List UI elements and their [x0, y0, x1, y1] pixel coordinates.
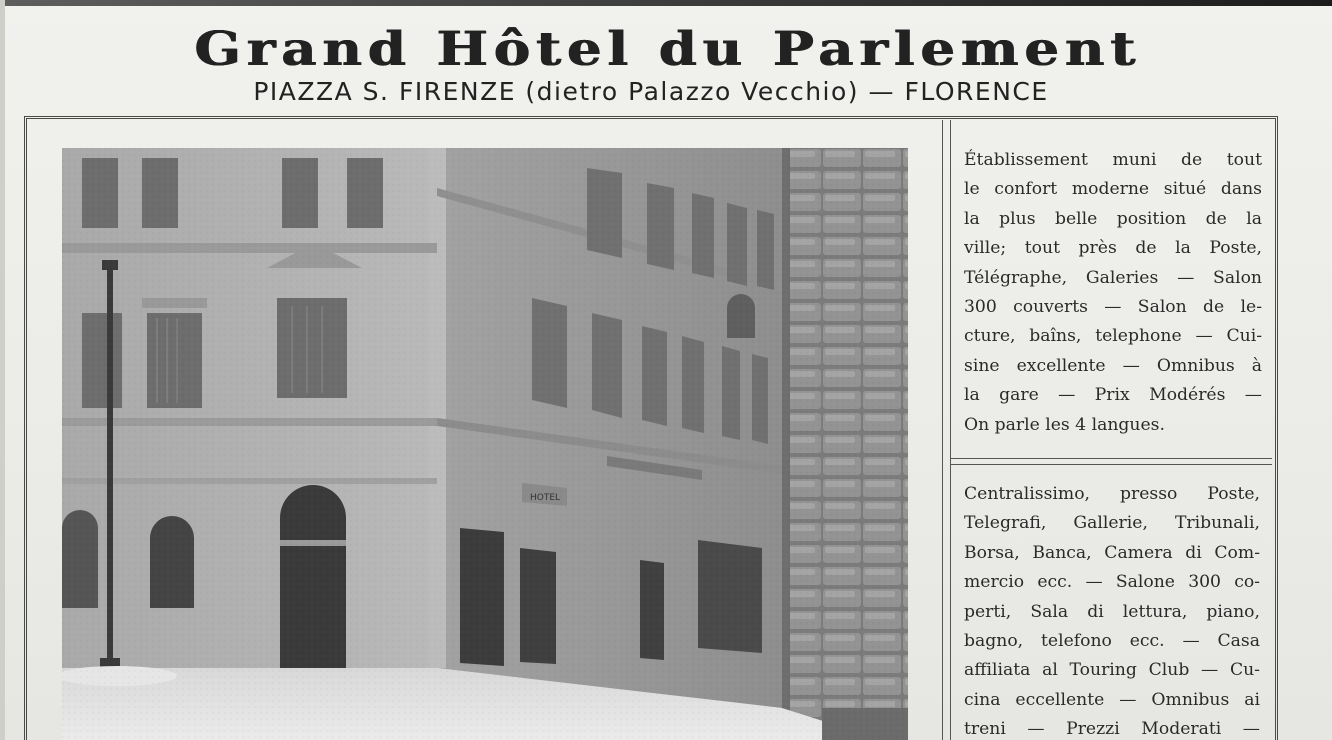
description-it-line: Telegrafi, Gallerie, Tribunali,	[964, 513, 1260, 534]
description-fr-line: On parle les 4 langues.	[964, 414, 1165, 435]
hotel-building-photo	[62, 148, 908, 740]
description-fr-line: sine excellente — Omnibus à	[964, 355, 1262, 376]
description-fr-line: cture, baîns, telephone — Cui-	[964, 326, 1262, 347]
description-it-line: Borsa, Banca, Camera di Com-	[964, 542, 1260, 563]
description-it-line: bagno, telefono ecc. — Casa	[964, 631, 1260, 652]
column-divider-horizontal	[950, 458, 1272, 465]
description-it-line: treni — Prezzi Moderati —	[964, 719, 1260, 740]
description-it-line: perti, Sala di lettura, piano,	[964, 601, 1260, 622]
description-it-line: Centralissimo, presso Poste,	[964, 484, 1260, 504]
description-it-line: cina eccellente — Omnibus ai	[964, 689, 1260, 710]
description-french	[952, 146, 1274, 440]
description-it-line: affiliata al Touring Club — Cu-	[964, 660, 1260, 681]
hotel-address: PIAZZA S. FIRENZE (dietro Palazzo Vecchio) — FLORENCE	[253, 77, 1049, 106]
scan-top-edge	[0, 0, 1332, 6]
description-fr-line: Télégraphe, Galeries — Salon	[964, 267, 1262, 288]
description-fr-line: ville; tout près de la Poste,	[964, 238, 1262, 259]
description-fr-line: Établissement muni de tout	[964, 150, 1262, 170]
scan-left-edge	[0, 0, 5, 740]
description-it-line: mercio ecc. — Salone 300 co-	[964, 572, 1260, 593]
description-fr-line: la plus belle position de la	[964, 208, 1262, 229]
description-fr-line: le confort moderne situé dans	[964, 179, 1262, 200]
description-fr-line: la gare — Prix Modérés —	[964, 385, 1262, 406]
description-italian	[952, 480, 1274, 740]
hotel-name-title: Grand Hôtel du Parlement	[194, 22, 1142, 77]
description-fr-line: 300 couverts — Salon de le-	[964, 297, 1262, 318]
column-divider-vertical	[942, 120, 951, 740]
masthead	[0, 22, 1332, 108]
